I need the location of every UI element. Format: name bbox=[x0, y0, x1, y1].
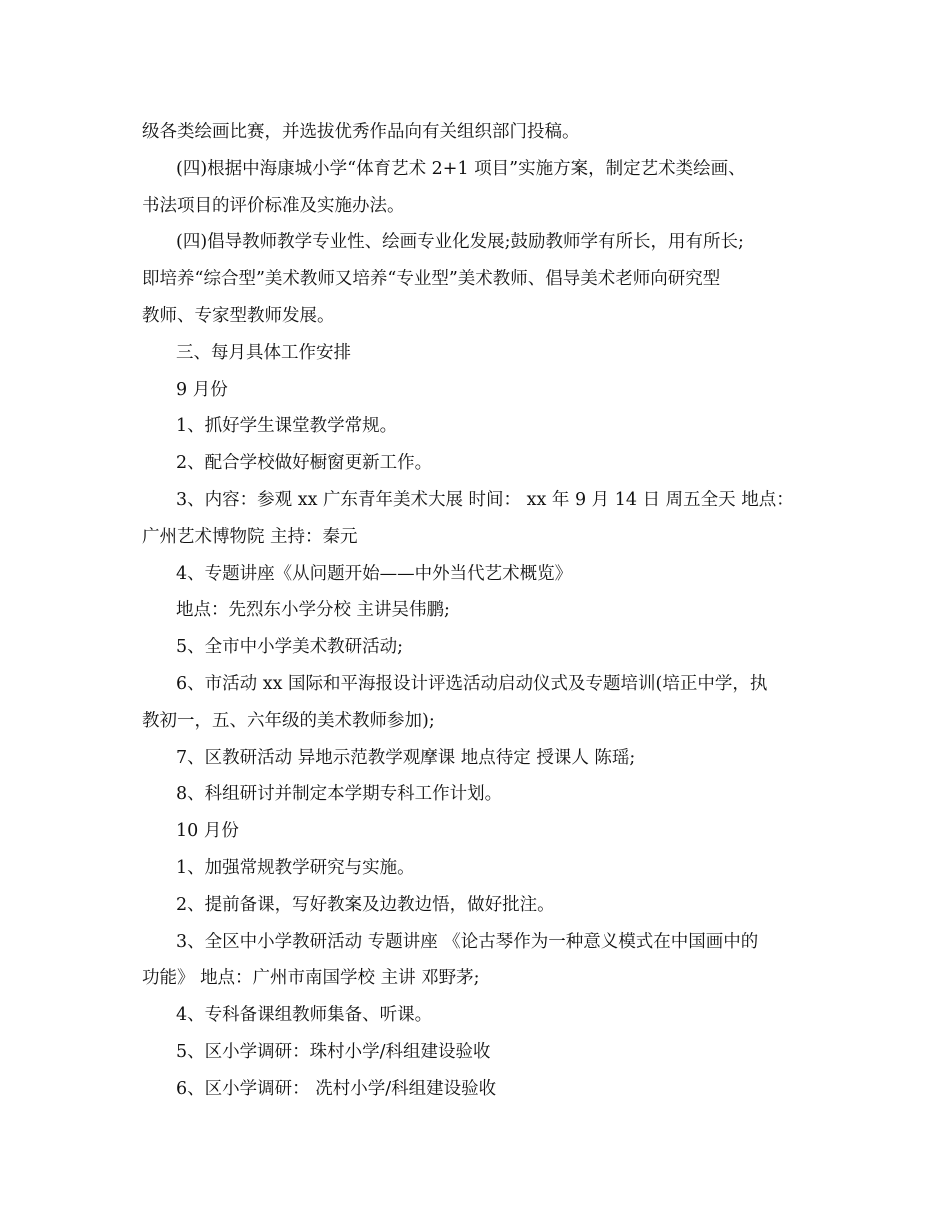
text-line: (四)根据中海康城小学“体育艺术 2+1 项目”实施方案，制定艺术类绘画、 bbox=[176, 158, 746, 179]
text-line: 1、加强常规教学研究与实施。 bbox=[176, 857, 415, 878]
text-line: 2、配合学校做好橱窗更新工作。 bbox=[176, 453, 433, 474]
text-line: 9 月份 bbox=[176, 379, 228, 400]
text-line: 教师、专家型教师发展。 bbox=[142, 305, 335, 326]
document-body bbox=[142, 114, 810, 1108]
text-line: 即培养“综合型”美术教师又培养“专业型”美术教师、倡导美术老师向研究型 bbox=[142, 269, 721, 290]
text-line: 10 月份 bbox=[176, 821, 239, 842]
text-line: 教初一，五、六年级的美术教师参加); bbox=[142, 710, 435, 731]
text-line: 6、区小学调研： 冼村小学/科组建设验收 bbox=[176, 1078, 497, 1099]
text-line: 3、全区中小学教研活动 专题讲座 《论古琴作为一种意义模式在中国画中的 bbox=[176, 931, 759, 952]
text-line: (四)倡导教师教学专业性、绘画专业化发展;鼓励教师学有所长，用有所长; bbox=[176, 232, 744, 253]
text-line: 三、每月具体工作安排 bbox=[176, 342, 351, 363]
text-line: 6、市活动 xx 国际和平海报设计评选活动启动仪式及专题培训(培正中学，执 bbox=[176, 673, 768, 694]
text-line: 5、全市中小学美术教研活动; bbox=[176, 637, 404, 658]
text-line: 地点：先烈东小学分校 主讲吴伟鹏; bbox=[176, 600, 450, 621]
text-line: 级各类绘画比赛，并选拔优秀作品向有关组织部门投稿。 bbox=[142, 122, 580, 142]
text-line: 广州艺术博物院 主持：秦元 bbox=[142, 526, 358, 547]
text-line: 4、专题讲座《从问题开始——中外当代艺术概览》 bbox=[176, 563, 573, 584]
text-line: 1、抓好学生课堂教学常规。 bbox=[176, 416, 398, 437]
text-line: 8、科组研讨并制定本学期专科工作计划。 bbox=[176, 784, 503, 805]
text-line: 2、提前备课，写好教案及边教边悟，做好批注。 bbox=[176, 894, 555, 915]
text-line: 4、专科备课组教师集备、听课。 bbox=[176, 1005, 433, 1026]
text-line: 5、区小学调研：珠村小学/科组建设验收 bbox=[176, 1041, 491, 1062]
text-line: 功能》 地点：广州市南国学校 主讲 邓野茅; bbox=[142, 968, 480, 989]
text-line: 7、区教研活动 异地示范教学观摩课 地点待定 授课人 陈瑶; bbox=[176, 747, 636, 768]
text-line: 书法项目的评价标准及实施办法。 bbox=[142, 195, 405, 216]
text-line: 3、内容：参观 xx 广东青年美术大展 时间： xx 年 9 月 14 日 周五全天 地点： bbox=[176, 489, 794, 510]
